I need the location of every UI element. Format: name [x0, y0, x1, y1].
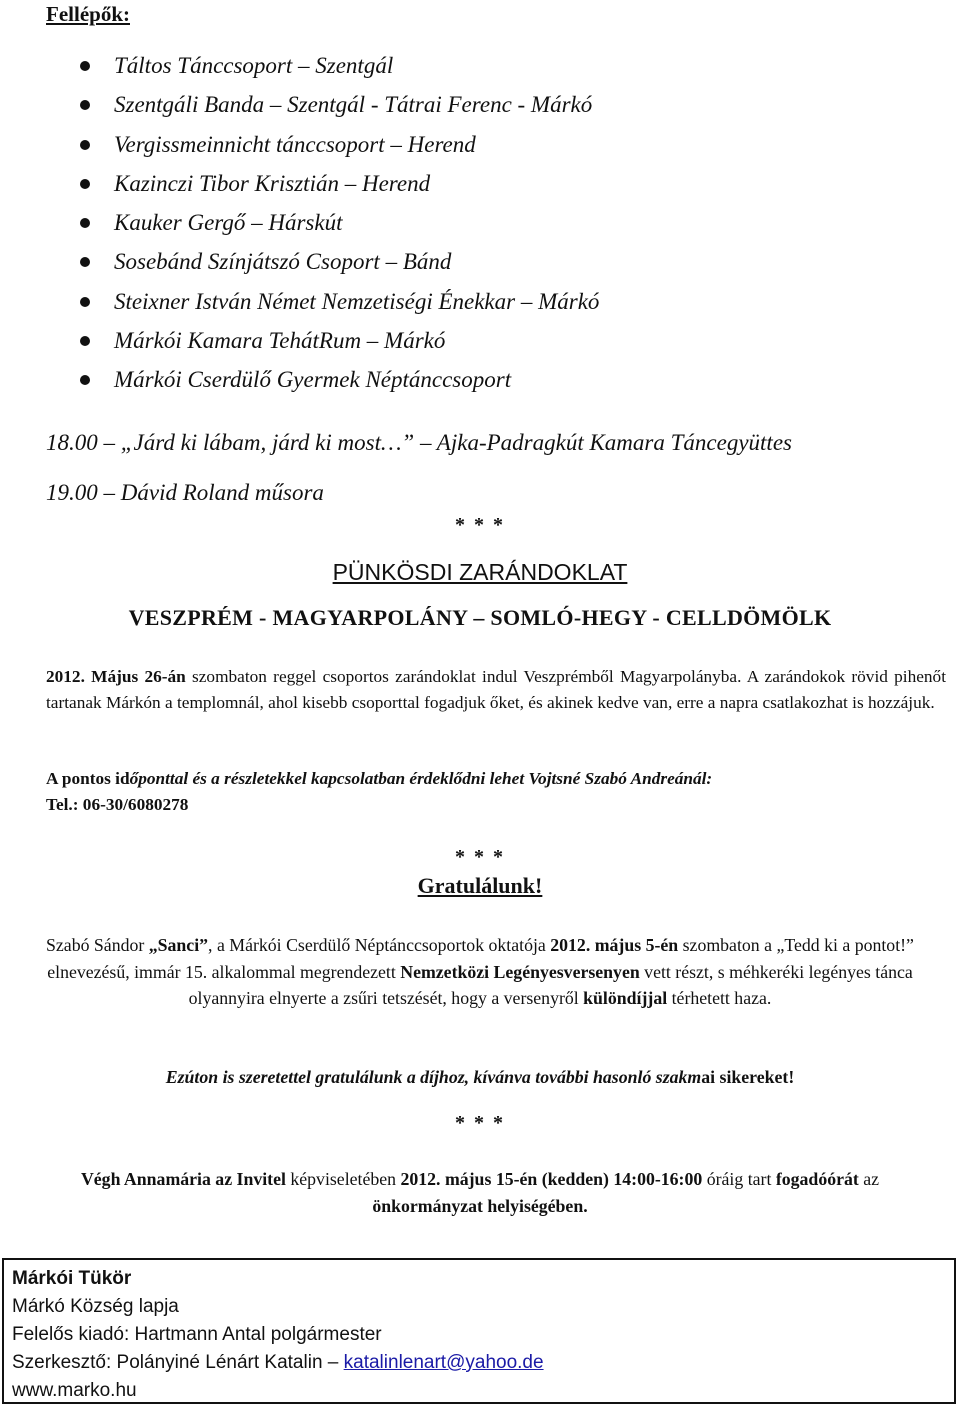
performer-name: Szentgáli Banda – Szentgál - Tátrai Ferenc - Márkó	[114, 92, 593, 118]
list-item	[74, 203, 599, 242]
list-item	[74, 360, 599, 399]
bullet-icon	[80, 336, 90, 346]
bullet-icon	[80, 179, 90, 189]
pilgrimage-text: szombaton reggel csoportos zarándoklat indul Veszprémből Magyarpolányba. A zarándokok rövid pihenőt tartanak Márkón a templomnál, ahol kisebb csoporttal fogadjuk őket, és akinek kedve van, erre a napra csatlakozhat is hozzájuk.	[46, 667, 946, 712]
list-item	[74, 46, 599, 85]
invitel-text: képviseletében	[285, 1169, 401, 1189]
invitel-office-hours: fogadóórát	[775, 1169, 859, 1189]
performer-name: Márkói Cserdülő Gyermek Néptánccsoport	[114, 367, 512, 393]
invitel-text: az	[858, 1169, 880, 1189]
invitel-date: 2012. május 15-én (kedden) 14:00-16:00	[400, 1169, 703, 1189]
performers-list	[74, 46, 599, 400]
congrats-award: különdíjjal	[583, 988, 668, 1008]
congrats-text: , a Márkói Cserdülő Néptánccsoportok oktatója	[208, 935, 551, 955]
contact-lead: A pontos id	[46, 769, 130, 788]
congrats-nickname: „Sanci”	[148, 935, 209, 955]
performer-name: Steixner István Német Nemzetiségi Énekkar – Márkó	[114, 288, 600, 314]
list-item	[74, 85, 599, 124]
congrats-date: 2012. május 5-én	[550, 935, 679, 955]
footer-title: Márkói Tükör	[12, 1268, 132, 1289]
program-line-1900: 19.00 – Dávid Roland műsora	[46, 480, 324, 505]
performer-name: Kauker Gergő – Hárskút	[114, 210, 343, 236]
contact-phone: Tel.: 06-30/6080278	[46, 795, 189, 814]
bullet-icon	[80, 140, 90, 150]
invitel-person: Végh Annamária az Invitel	[80, 1169, 286, 1189]
congrats-text: Szabó Sándor	[46, 935, 149, 955]
pilgrimage-date: 2012. Május 26-án	[46, 667, 186, 686]
email-link[interactable]: katalinlenart@yahoo.de	[343, 1352, 544, 1373]
separator: * * *	[455, 846, 505, 868]
performer-name: Márkói Kamara TehátRum – Márkó	[114, 328, 446, 354]
closing-rest: ai sikereket!	[701, 1067, 795, 1087]
contact-paragraph	[46, 766, 946, 818]
congrats-text: vett részt, s méhkeréki legényes tánca olyannyira elnyerte a zsűri tetszését, hogy a versenyről	[188, 961, 913, 1008]
congrats-paragraph	[46, 932, 914, 1012]
pilgrimage-paragraph	[46, 664, 946, 716]
bullet-icon	[80, 257, 90, 267]
performer-name: Táltos Tánccsoport – Szentgál	[114, 53, 394, 78]
separator: * * *	[455, 1112, 505, 1134]
performer-name: Sosebánd Színjátszó Csoport – Bánd	[114, 249, 452, 275]
list-item	[74, 125, 599, 164]
separator: * * *	[455, 514, 505, 536]
list-item	[74, 242, 599, 281]
congrats-title: Gratulálunk!	[417, 873, 543, 898]
performer-name: Kazinczi Tibor Krisztián – Herend	[114, 170, 431, 196]
list-item	[74, 321, 599, 360]
bullet-icon	[80, 100, 90, 110]
program-line-1800: 18.00 – „Járd ki lábam, járd ki most…” – Ajka-Padragkút Kamara Táncegyüttes	[46, 430, 792, 455]
footer-subtitle: Márkó Község lapja	[12, 1296, 179, 1317]
pilgrimage-route: VESZPRÉM - MAGYARPOLÁNY – SOMLÓ-HEGY - CELLDÖMÖLK	[128, 605, 832, 630]
closing-italic: Ezúton is szeretettel gratulálunk a díjhoz, kívánva további hasonló szakm	[165, 1067, 702, 1087]
bullet-icon	[80, 218, 90, 228]
invitel-text: óráig tart	[702, 1169, 776, 1189]
list-item	[74, 164, 599, 203]
footer-editor-text: Szerkesztő: Polányiné Lénárt Katalin –	[12, 1352, 344, 1373]
footer-editor	[12, 1349, 954, 1377]
section-heading: Fellépők:	[46, 2, 130, 26]
invitel-paragraph	[36, 1166, 924, 1219]
congrats-event: Nemzetközi Legényesversenyen	[400, 961, 640, 982]
bullet-icon	[80, 61, 90, 71]
invitel-location: önkormányzat helyiségében.	[372, 1195, 588, 1216]
congrats-text: szombaton a „Tedd ki a pontot!” elnevezésű, immár 15. alkalommal megrendezett	[47, 935, 914, 982]
list-item	[74, 282, 599, 321]
footer-box	[2, 1258, 956, 1404]
contact-text: őponttal és a részletekkel kapcsolatban érdeklődni lehet Vojtsné Szabó Andreánál:	[129, 769, 713, 788]
pilgrimage-title: PÜNKÖSDI ZARÁNDOKLAT	[332, 559, 628, 585]
bullet-icon	[80, 297, 90, 307]
congrats-closing	[0, 1064, 960, 1091]
performer-name: Vergissmeinnicht tánccsoport – Herend	[114, 131, 476, 157]
bullet-icon	[80, 375, 90, 385]
congrats-text: térhetett haza.	[667, 988, 772, 1008]
footer-website: www.marko.hu	[12, 1380, 137, 1401]
footer-publisher: Felelős kiadó: Hartmann Antal polgármester	[12, 1324, 382, 1345]
